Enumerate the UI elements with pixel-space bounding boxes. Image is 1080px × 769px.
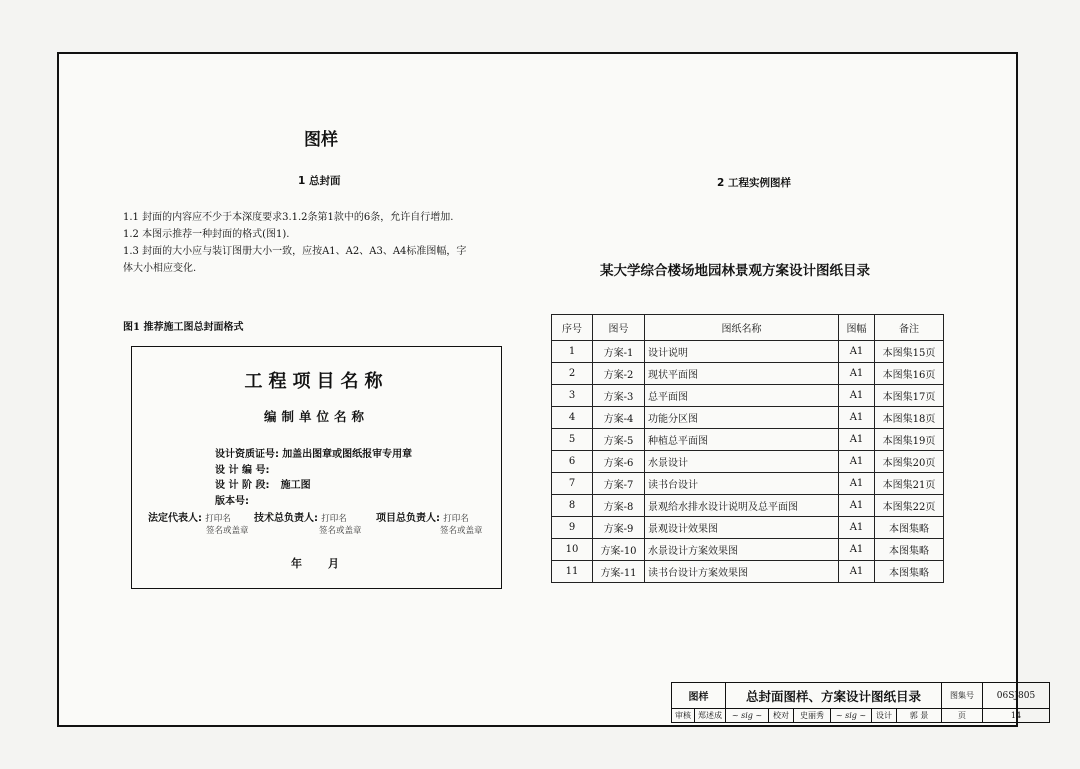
cell-drawing-no: 方案-10 (593, 539, 645, 561)
cell-drawing-name: 设计说明 (645, 341, 839, 363)
cell-no: 1 (552, 341, 593, 363)
cell-drawing-name: 景观给水排水设计说明及总平面图 (645, 495, 839, 517)
cell-size: A1 (839, 539, 875, 561)
note-line: 1.2 本图示推荐一种封面的格式(图1). (123, 229, 290, 240)
title-block-row (672, 683, 1050, 709)
table-row (552, 561, 944, 583)
cover-project-name: 工程项目名称 (244, 371, 389, 392)
header-drawing-no: 图号 (593, 315, 645, 341)
tech-lead (254, 509, 347, 524)
cell-remarks: 本图集20页 (875, 451, 944, 473)
note-line: 体大小相应变化. (123, 263, 197, 274)
cell-drawing-no: 方案-6 (593, 451, 645, 473)
header-remarks: 备注 (875, 315, 944, 341)
cover-year: 年 (291, 557, 302, 570)
table-row (552, 451, 944, 473)
tech-lead-sign: 签名或盖章 (319, 526, 362, 536)
table-row (552, 429, 944, 451)
table-row (552, 363, 944, 385)
table-header-row (552, 315, 944, 341)
table-row (552, 495, 944, 517)
cell-drawing-no: 方案-5 (593, 429, 645, 451)
header-no: 序号 (552, 315, 593, 341)
cell-remarks: 本图集19页 (875, 429, 944, 451)
cell-remarks: 本图集21页 (875, 473, 944, 495)
cell-drawing-name: 读书台设计 (645, 473, 839, 495)
version-label: 版本号: (215, 496, 249, 507)
project-lead-label: 项目总负责人: (376, 513, 440, 524)
cell-remarks: 本图集17页 (875, 385, 944, 407)
cell-drawing-name: 水景设计 (645, 451, 839, 473)
cell-size: A1 (839, 407, 875, 429)
cell-remarks: 本图集18页 (875, 407, 944, 429)
cell-no: 3 (552, 385, 593, 407)
section-heading-cover: 1 总封面 (298, 175, 341, 187)
review-label: 审核 (672, 709, 695, 723)
check-label: 校对 (769, 709, 794, 723)
cell-drawing-no: 方案-9 (593, 517, 645, 539)
cell-drawing-name: 景观设计效果图 (645, 517, 839, 539)
figure-caption: 图1 推荐施工图总封面格式 (123, 322, 244, 333)
cell-no: 11 (552, 561, 593, 583)
cell-size: A1 (839, 341, 875, 363)
cell-drawing-name: 水景设计方案效果图 (645, 539, 839, 561)
checker-name: 史丽秀 (794, 709, 831, 723)
header-size: 图幅 (839, 315, 875, 341)
cell-no: 6 (552, 451, 593, 473)
cell-no: 4 (552, 407, 593, 429)
title-block-row (672, 709, 1050, 723)
stage-value: 施工图 (280, 480, 311, 491)
tech-lead-print-name: 打印名 (321, 514, 347, 524)
cell-size: A1 (839, 517, 875, 539)
cover-sample (131, 346, 502, 589)
atlas-no: 06SJ805 (983, 683, 1050, 709)
cell-drawing-name: 总平面图 (645, 385, 839, 407)
cell-drawing-name: 读书台设计方案效果图 (645, 561, 839, 583)
cell-remarks: 本图集略 (875, 539, 944, 561)
note-line: 1.3 封面的大小应与装订图册大小一致，应按A1、A2、A3、A4标准图幅，字 (123, 246, 467, 257)
project-lead-sign: 签名或盖章 (440, 526, 483, 536)
drawing-index-title: 某大学综合楼场地园林景观方案设计图纸目录 (600, 263, 870, 279)
cell-drawing-name: 种植总平面图 (645, 429, 839, 451)
cell-remarks: 本图集略 (875, 517, 944, 539)
cell-size: A1 (839, 473, 875, 495)
reviewer-signature: ~ sig ~ (726, 709, 769, 723)
cell-drawing-no: 方案-8 (593, 495, 645, 517)
section-heading-examples: 2 工程实例图样 (717, 177, 791, 189)
cell-drawing-name: 功能分区图 (645, 407, 839, 429)
cell-drawing-name: 现状平面图 (645, 363, 839, 385)
cell-no: 9 (552, 517, 593, 539)
cell-drawing-no: 方案-7 (593, 473, 645, 495)
cell-size: A1 (839, 451, 875, 473)
drawing-index-table (551, 314, 944, 583)
design-label: 设计 (872, 709, 897, 723)
table-row (552, 341, 944, 363)
legal-rep-print-name: 打印名 (205, 514, 231, 524)
cell-size: A1 (839, 363, 875, 385)
design-no-label: 设 计 编 号: (215, 465, 270, 476)
cover-month: 月 (328, 557, 339, 570)
reviewer-name: 郑述成 (695, 709, 726, 723)
designer-name: 郭 景 (897, 709, 942, 723)
cert-value: 加盖出图章或图纸报审专用章 (282, 449, 413, 460)
table-row (552, 517, 944, 539)
cell-remarks: 本图集16页 (875, 363, 944, 385)
cell-remarks: 本图集略 (875, 561, 944, 583)
cell-no: 7 (552, 473, 593, 495)
title-block-label: 图样 (672, 683, 726, 709)
legal-rep-sign: 签名或盖章 (206, 526, 249, 536)
cell-drawing-no: 方案-11 (593, 561, 645, 583)
cell-no: 2 (552, 363, 593, 385)
header-drawing-name: 图纸名称 (645, 315, 839, 341)
checker-signature: ~ sig ~ (831, 709, 872, 723)
page-label: 页 (942, 709, 983, 723)
cell-remarks: 本图集22页 (875, 495, 944, 517)
cell-size: A1 (839, 561, 875, 583)
stage-label: 设 计 阶 段: (215, 480, 270, 491)
cell-size: A1 (839, 429, 875, 451)
legal-rep (148, 509, 231, 524)
cell-drawing-no: 方案-4 (593, 407, 645, 429)
atlas-no-label: 图集号 (942, 683, 983, 709)
table-row (552, 407, 944, 429)
title-block (671, 682, 1050, 723)
cell-no: 5 (552, 429, 593, 451)
cover-cert-line (215, 445, 412, 460)
note-line: 1.1 封面的内容应不少于本深度要求3.1.2条第1款中的6条，允许自行增加. (123, 212, 454, 223)
table-row (552, 539, 944, 561)
cell-drawing-no: 方案-3 (593, 385, 645, 407)
page-number: 14 (983, 709, 1050, 723)
cover-unit-name: 编制单位名称 (263, 409, 369, 424)
cover-stage-line (215, 476, 311, 491)
cell-size: A1 (839, 385, 875, 407)
title-block-title: 总封面图样、方案设计图纸目录 (726, 683, 942, 709)
project-lead (376, 509, 469, 524)
cell-no: 10 (552, 539, 593, 561)
page-title: 图样 (304, 130, 338, 150)
table-row (552, 473, 944, 495)
cell-size: A1 (839, 495, 875, 517)
cert-label: 设计资质证号: (215, 449, 279, 460)
cell-drawing-no: 方案-1 (593, 341, 645, 363)
cell-remarks: 本图集15页 (875, 341, 944, 363)
tech-lead-label: 技术总负责人: (254, 513, 318, 524)
project-lead-print-name: 打印名 (443, 514, 469, 524)
cell-drawing-no: 方案-2 (593, 363, 645, 385)
table-row (552, 385, 944, 407)
legal-rep-label: 法定代表人: (148, 513, 202, 524)
cell-no: 8 (552, 495, 593, 517)
